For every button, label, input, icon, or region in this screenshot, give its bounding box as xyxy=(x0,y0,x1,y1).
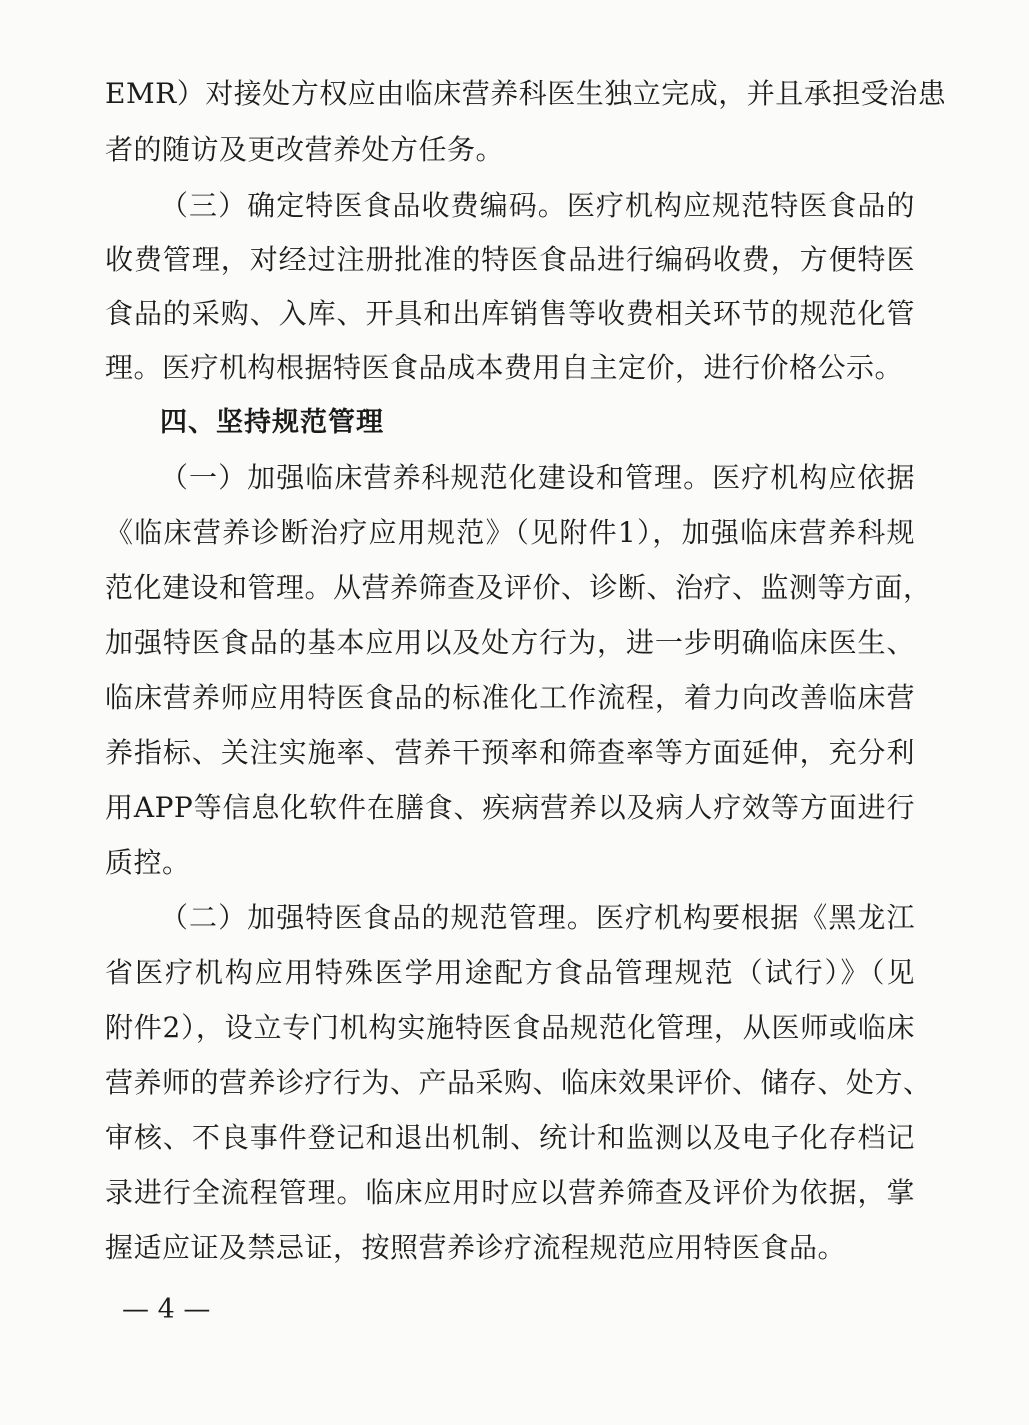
text-line-4: 收费管理，对经过注册批准的特医食品进行编码收费，方便特医 xyxy=(105,243,915,276)
section-heading: 四、坚持规范管理 xyxy=(160,407,384,438)
text-line-11: 加强特医食品的基本应用以及处方行为，进一步明确临床医生、 xyxy=(105,626,915,659)
section-3-heading-line: （三）确定特医食品收费编码。医疗机构应规范特医食品的 xyxy=(160,189,915,222)
text-line-15: 质控。 xyxy=(105,846,191,879)
text-line-10: 范化建设和管理。从营养筛查及评价、诊断、治疗、监测等方面， xyxy=(105,571,932,604)
text-line-13: 养指标、关注实施率、营养干预率和筛查率等方面延伸，充分利 xyxy=(105,736,915,769)
text-line-9: 《临床营养诊断治疗应用规范》（见附件1），加强临床营养科规 xyxy=(105,516,915,549)
text-line-17: 省医疗机构应用特殊医学用途配方食品管理规范（试行）》（见 xyxy=(105,956,915,989)
subsection-1-heading-line: （一）加强临床营养科规范化建设和管理。医疗机构应依据 xyxy=(160,461,915,494)
text-line-20: 审核、不良事件登记和退出机制、统计和监测以及电子化存档记 xyxy=(105,1121,915,1154)
text-line-1: EMR）对接处方权应由临床营养科医生独立完成，并且承担受治患 xyxy=(105,77,947,110)
text-line-21: 录进行全流程管理。临床应用时应以营养筛查及评价为依据，掌 xyxy=(105,1176,915,1209)
subsection-2-heading-line: （二）加强特医食品的规范管理。医疗机构要根据《黑龙江 xyxy=(160,901,915,934)
text-line-5: 食品的采购、入库、开具和出库销售等收费相关环节的规范化管 xyxy=(105,297,915,330)
text-line-22: 握适应证及禁忌证，按照营养诊疗流程规范应用特医食品。 xyxy=(105,1231,847,1264)
text-line-12: 临床营养师应用特医食品的标准化工作流程，着力向改善临床营 xyxy=(105,681,915,714)
text-line-6: 理。医疗机构根据特医食品成本费用自主定价，进行价格公示。 xyxy=(105,351,904,384)
text-line-19: 营养师的营养诊疗行为、产品采购、临床效果评价、储存、处方、 xyxy=(105,1066,932,1099)
text-line-14: 用APP等信息化软件在膳食、疾病营养以及病人疗效等方面进行 xyxy=(105,791,915,824)
page-number: — 4 — xyxy=(122,1294,211,1325)
text-line-2: 者的随访及更改营养处方任务。 xyxy=(105,133,505,166)
text-line-18: 附件2），设立专门机构实施特医食品规范化管理，从医师或临床 xyxy=(105,1011,915,1044)
